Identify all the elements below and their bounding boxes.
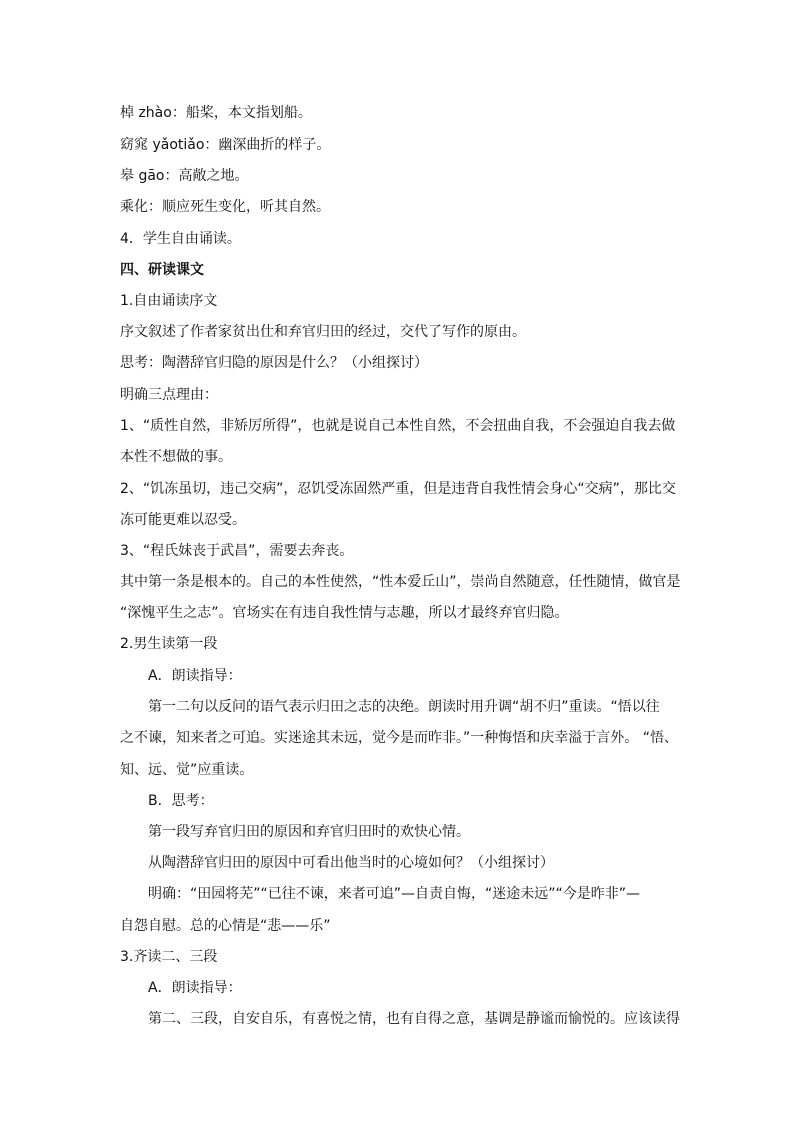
- answer: 明确：“田园将芜”“已往不谏，来者可追”—自责自悔，“迷途未远”“今是昨非”—: [148, 886, 641, 902]
- step-free-reading: 4．学生自由诵读。: [120, 231, 241, 247]
- vocab-yaotiao: 窈窕 yǎotiǎo：幽深曲折的样子。: [120, 137, 331, 153]
- vocab-zhao: 棹 zhào：船桨，本文指划船。: [120, 105, 312, 121]
- reading-guide-a: A．朗读指导：: [148, 668, 242, 684]
- vocab-gao: 皋 gāo：高敞之地。: [120, 168, 249, 184]
- paragraph-cont: 知、远、觉”应重读。: [120, 762, 254, 778]
- paragraph-cont: “深愧平生之志”。官场实在有违自我性情与志趣，所以才最终弃官归隐。: [120, 605, 569, 621]
- paragraph: 序文叙述了作者家贫出仕和弃官归田的经过，交代了写作的原由。: [120, 324, 526, 340]
- answer-intro: 明确三点理由：: [120, 387, 218, 403]
- reason-1-cont: 本性不想做的事。: [120, 449, 232, 465]
- reason-2-cont: 冻可能更难以忍受。: [120, 512, 246, 528]
- subsection-3: 3.齐读二、三段: [120, 949, 218, 965]
- reason-1: 1、“质性自然，非矫厉所得”，也就是说自己本性自然，不会扭曲自我，不会强迫自我去做: [120, 418, 676, 434]
- reading-guide-a: A．朗读指导：: [148, 980, 242, 996]
- paragraph: 第二、三段，自安自乐，有喜悦之情，也有自得之意，基调是静谧而愉悦的。应该读得: [148, 1011, 680, 1027]
- section-heading: 四、研读课文: [120, 262, 204, 278]
- paragraph: 其中第一条是根本的。自己的本性使然，“性本爱丘山”，崇尚自然随意，任性随情，做官是: [120, 574, 681, 590]
- reason-2: 2、“饥冻虽切，违己交病”，忍饥受冻固然严重，但是违背自我性情会身心“交病”，那比交: [120, 481, 676, 497]
- vocab-chenghua: 乘化：顺应死生变化，听其自然。: [120, 199, 330, 215]
- paragraph-cont: 之不谏，知来者之可追。实迷途其未远，觉今是而昨非。”一种悔悟和庆幸溢于言外。 “悟、: [120, 730, 678, 746]
- answer-cont: 自怨自慰。总的心情是“悲——乐”: [120, 918, 331, 934]
- question: 从陶潜辞官归田的原因中可看出他当时的心境如何？（小组探讨）: [148, 855, 554, 871]
- paragraph: 第一段写弃官归田的原因和弃官归田时的欢快心情。: [148, 824, 470, 840]
- question: 思考：陶潜辞官归隐的原因是什么？（小组探讨）: [120, 355, 428, 371]
- subsection-1: 1.自由诵读序文: [120, 293, 218, 309]
- reason-3: 3、“程氏妹丧于武昌”，需要去奔丧。: [120, 543, 354, 559]
- paragraph: 第一二句以反问的语气表示归田之志的决绝。朗读时用升调“胡不归”重读。“悟以往: [148, 699, 660, 715]
- think-b: B．思考：: [148, 793, 214, 809]
- subsection-2: 2.男生读第一段: [120, 636, 218, 652]
